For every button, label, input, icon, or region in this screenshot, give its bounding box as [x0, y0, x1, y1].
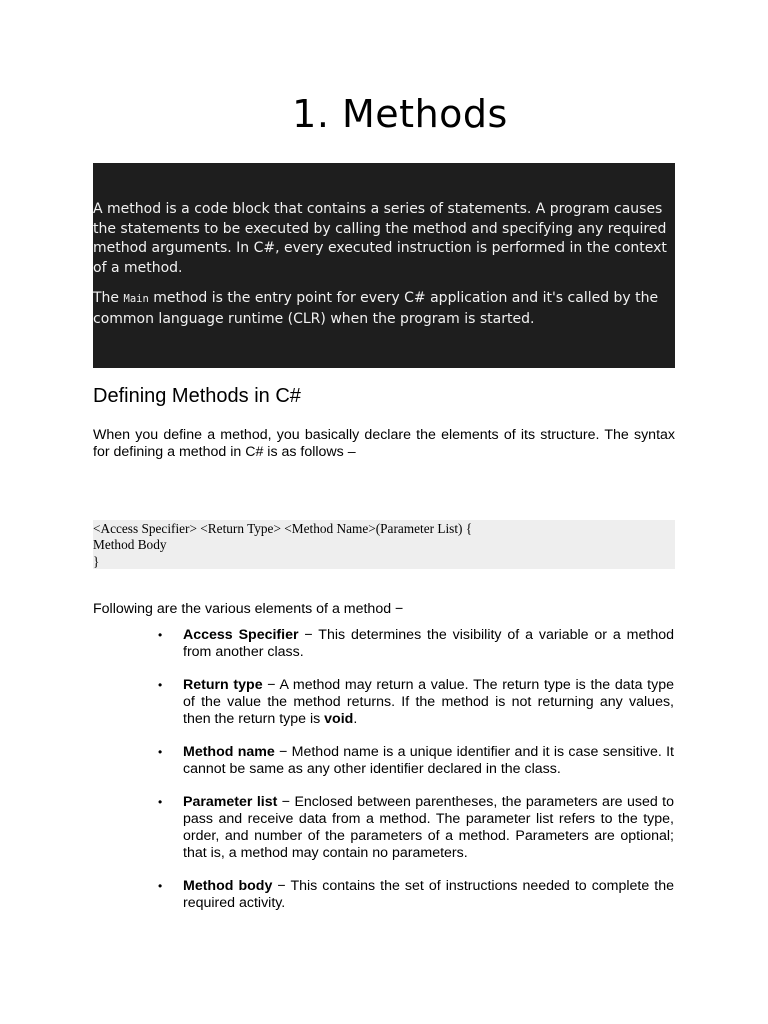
- element-term: Access Specifier: [183, 627, 299, 643]
- bullet-icon: •: [158, 745, 163, 759]
- element-description: − A method may return a value. The return type is the data type of the value the method returns. If the method is not returning any values, then the return type is: [183, 677, 674, 727]
- element-description: − Enclosed between parentheses, the parameters are used to pass and receive data from a method. The parameter list refers to the type, order, and number of the parameters of a method. Parameters are optional; that is, a method may contain no parameters.: [183, 794, 674, 861]
- element-term: Method name: [183, 744, 275, 760]
- element-description: − Method name is a unique identifier and it is case sensitive. It cannot be same as any other identifier declared in the class.: [183, 744, 675, 777]
- overview-box: [93, 163, 675, 368]
- intro-paragraph: When you define a method, you basically declare the elements of its structure. The syntax for defining a method in C# is as follows –: [93, 427, 675, 460]
- overview-paragraph-2: [93, 289, 673, 329]
- element-description: − This determines the visibility of a variable or a method from another class.: [183, 627, 675, 660]
- element-term: Return type: [183, 677, 263, 693]
- list-item: [158, 794, 674, 862]
- element-term: Parameter list: [183, 794, 278, 810]
- bullet-icon: •: [158, 879, 163, 893]
- method-elements-list: [158, 627, 675, 928]
- page-title: 1. Methods: [292, 92, 508, 136]
- section-heading: Defining Methods in C#: [93, 385, 301, 407]
- element-description: − This contains the set of instructions needed to complete the required activity.: [183, 878, 675, 911]
- overview-paragraph-2-start: The: [93, 290, 124, 306]
- overview-paragraph-1: A method is a code block that contains a series of statements. A program causes the statements to be executed by calling the method and specifying any required method arguments. In C#, every executed instruction is performed in the context of a method.: [93, 201, 667, 276]
- elements-intro: Following are the various elements of a method −: [93, 601, 404, 617]
- list-item: [158, 677, 674, 728]
- overview-paragraph-2-end: method is the entry point for every C# application and it's called by the common language runtime (CLR) when the program is started.: [93, 290, 659, 327]
- bullet-icon: •: [158, 795, 163, 809]
- bullet-icon: •: [158, 628, 163, 642]
- code-line: }: [93, 553, 100, 569]
- element-term: Method body: [183, 878, 273, 894]
- list-item: [158, 627, 675, 661]
- element-description-tail: .: [353, 711, 358, 727]
- list-item: [158, 744, 675, 778]
- void-keyword: void: [324, 711, 354, 727]
- bullet-icon: •: [158, 678, 163, 692]
- syntax-code-block: [93, 520, 675, 569]
- main-code-token: Main: [123, 293, 149, 305]
- list-item: [158, 878, 675, 912]
- code-line: <Access Specifier> <Return Type> <Method Name>(Parameter List) {: [93, 521, 473, 536]
- code-line: Method Body: [93, 537, 167, 553]
